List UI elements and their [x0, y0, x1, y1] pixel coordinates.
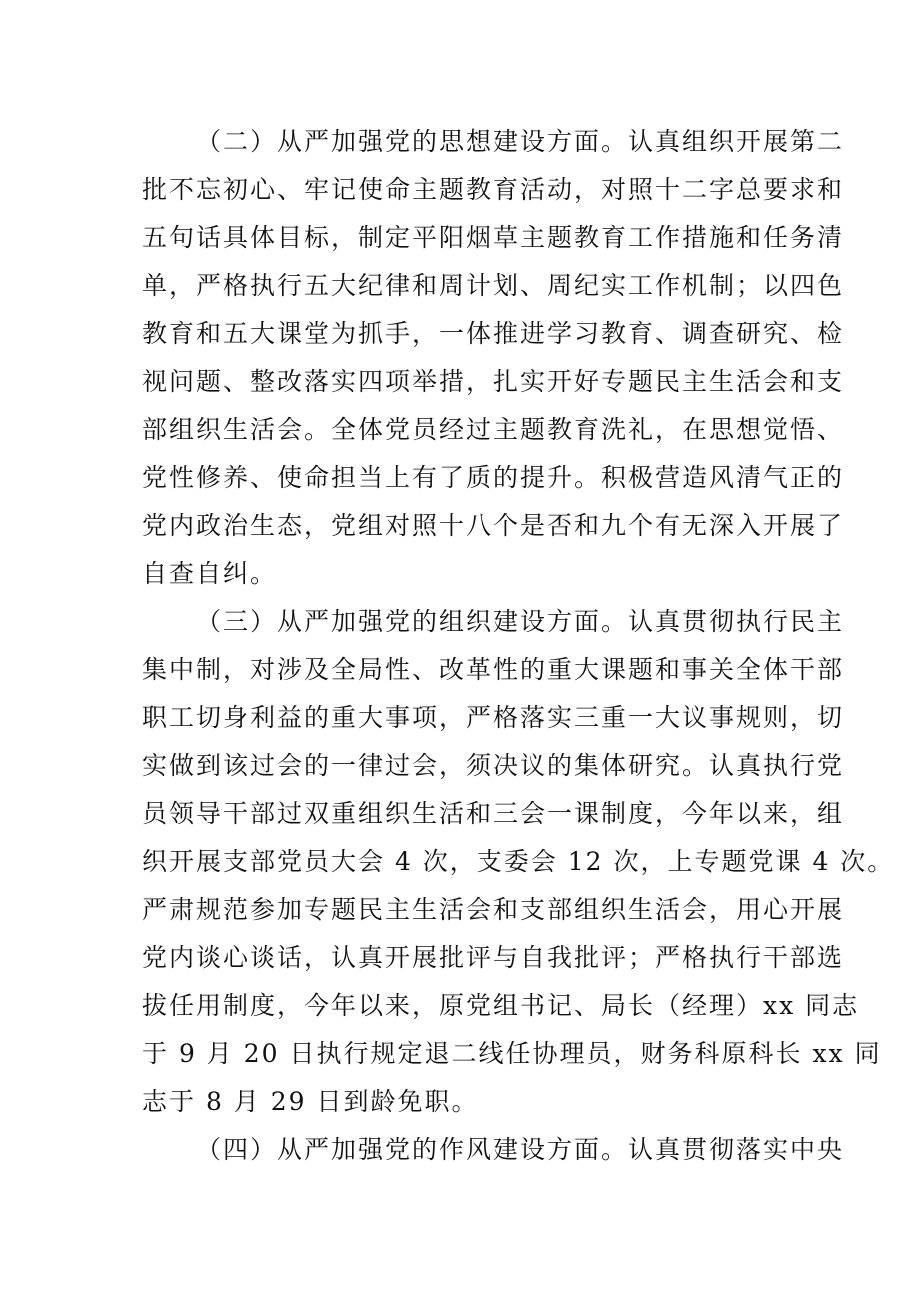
paragraph-line: 党内政治生态，党组对照十八个是否和九个有无深入开展了	[142, 511, 845, 540]
paragraph-line: 党内谈心谈话，认真开展批评与自我批评；严格执行干部选	[142, 943, 845, 972]
paragraph-line: 自查自纠。	[142, 559, 278, 588]
document-body	[142, 118, 895, 1174]
paragraph-line: 织开展支部党员大会 4 次，支委会 12 次，上专题党课 4 次。	[142, 847, 895, 876]
paragraph-line: 教育和五大课堂为抓手，一体推进学习教育、调查研究、检	[142, 319, 845, 348]
paragraph-line: 实做到该过会的一律过会，须决议的集体研究。认真执行党	[142, 751, 845, 780]
paragraph-line: （四）从严加强党的作风建设方面。认真贯彻落实中央	[196, 1135, 845, 1164]
paragraph-line: 批不忘初心、牢记使命主题教育活动，对照十二字总要求和	[142, 175, 845, 204]
paragraph-line: 集中制，对涉及全局性、改革性的重大课题和事关全体干部	[142, 655, 845, 684]
paragraph-line: 五句话具体目标，制定平阳烟草主题教育工作措施和任务清	[142, 223, 845, 252]
paragraph-line: （三）从严加强党的组织建设方面。认真贯彻执行民主	[196, 607, 845, 636]
paragraph-line: 员领导干部过双重组织生活和三会一课制度，今年以来，组	[142, 799, 845, 828]
paragraph-line: （二）从严加强党的思想建设方面。认真组织开展第二	[196, 127, 845, 156]
paragraph-line: 志于 8 月 29 日到龄免职。	[142, 1087, 479, 1116]
paragraph-line: 视问题、整改落实四项举措，扎实开好专题民主生活会和支	[142, 367, 845, 396]
paragraph-organizational-building	[142, 598, 895, 1126]
paragraph-work-style-building	[142, 1126, 845, 1174]
paragraph-ideological-building	[142, 118, 845, 598]
paragraph-line: 于 9 月 20 日执行规定退二线任协理员，财务科原科长 xx 同	[142, 1039, 882, 1068]
paragraph-line: 单，严格执行五大纪律和周计划、周纪实工作机制；以四色	[142, 271, 845, 300]
paragraph-line: 职工切身利益的重大事项，严格落实三重一大议事规则，切	[142, 703, 845, 732]
paragraph-line: 党性修养、使命担当上有了质的提升。积极营造风清气正的	[142, 463, 845, 492]
paragraph-line: 拔任用制度，今年以来，原党组书记、局长（经理）xx 同志	[142, 991, 860, 1020]
paragraph-line: 严肃规范参加专题民主生活会和支部组织生活会，用心开展	[142, 895, 845, 924]
paragraph-line: 部组织生活会。全体党员经过主题教育洗礼，在思想觉悟、	[142, 415, 845, 444]
